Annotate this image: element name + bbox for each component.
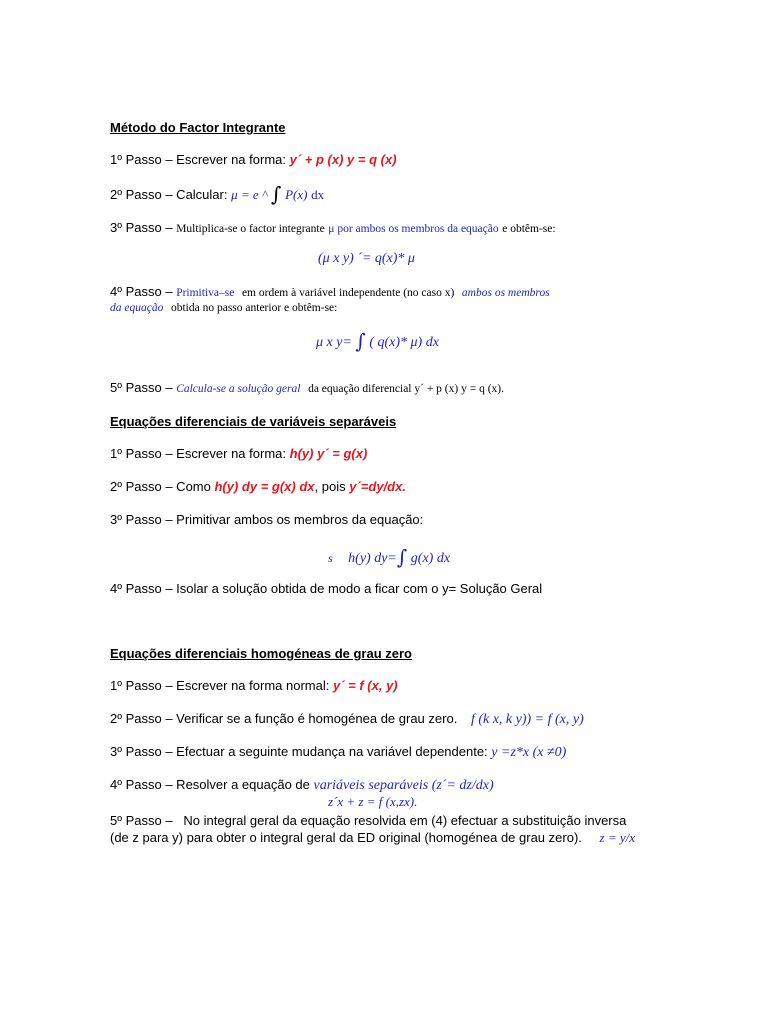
s2-step-2-connector: , pois xyxy=(314,479,346,494)
s1-step-4-text-4: da equação xyxy=(110,302,164,314)
s3-step-5-text: No integral geral da equação resolvida em (4) efectuar a substituição inversa (de z para y) para obter o integral geral da ED original (homogénea de grau zero). xyxy=(110,813,627,845)
s2-step-1 xyxy=(110,446,367,462)
s1-step-4-text-5: obtida no passo anterior e obtêm-se: xyxy=(170,302,338,314)
s3-step-5-equation: z = y/x xyxy=(599,830,635,845)
s1-step-1-label: 1º Passo – Escrever na forma: xyxy=(110,152,286,167)
s2-step-2-label: 2º Passo – Como xyxy=(110,479,211,494)
s2-step-3-equation xyxy=(328,545,450,569)
s2-step-3: 3º Passo – Primitivar ambos os membros da equação: xyxy=(110,512,424,527)
s3-step-5-label: 5º Passo – xyxy=(110,813,173,828)
s1-step-3-text-2: μ por ambos os membros da equação xyxy=(328,223,499,235)
s3-step-3-equation: y =z*x (x ≠0) xyxy=(491,745,567,760)
s1-step-3-label: 3º Passo – xyxy=(110,220,173,235)
s2-step-2 xyxy=(110,479,406,495)
s3-step-4 xyxy=(110,777,494,794)
s2-step-1-label: 1º Passo – Escrever na forma: xyxy=(110,446,286,461)
s3-step-3-label: 3º Passo – Efectuar a seguinte mudança na variável dependente: xyxy=(110,744,488,759)
integral-sign: ∫ xyxy=(271,182,282,206)
s3-step-1-equation: y´ = f (x, y) xyxy=(332,678,398,693)
s1-step-1-equation: y´ + p (x) y = q (x) xyxy=(289,152,397,167)
heading-variaveis-separaveis: Equações diferenciais de variáveis separáveis xyxy=(110,414,397,429)
s3-step-2 xyxy=(110,711,584,728)
s3-step-2-label: 2º Passo – Verificar se a função é homogénea de grau zero. xyxy=(110,711,458,726)
s1-step-3 xyxy=(110,220,556,237)
s1-step-2-eq-dx: dx xyxy=(311,187,325,202)
s3-step-4-equation: variáveis separáveis (z´= dz/dx) xyxy=(313,778,494,793)
s1-step-4-text-2: em ordem à variável independente (no caso x) xyxy=(241,287,455,299)
s2-step-3-eq-left: h(y) dy= xyxy=(348,551,397,566)
s2-step-2-equation-2: y´=dy/dx. xyxy=(349,479,406,494)
integral-sign: ∫ xyxy=(355,329,366,353)
s2-step-2-equation: h(y) dy = g(x) dx xyxy=(214,479,315,494)
s3-step-4-label: 4º Passo – Resolver a equação de xyxy=(110,777,310,792)
s1-step-4-eq-right: ( q(x)* μ) dx xyxy=(369,335,439,350)
s3-step-3 xyxy=(110,744,566,761)
heading-homogeneas: Equações diferenciais homogéneas de grau zero xyxy=(110,646,412,661)
s1-step-5-text-1: Calcula-se a solução geral xyxy=(176,383,301,395)
s3-step-4-equation-2: z´x + z = f (x,zx). xyxy=(328,794,418,809)
s2-step-3-eq-symbol: s xyxy=(328,551,333,565)
s3-step-5 xyxy=(110,812,640,846)
s1-step-4-label: 4º Passo – xyxy=(110,284,173,299)
s1-step-3-equation: (μ x y) ´= q(x)* μ xyxy=(318,251,415,266)
s1-step-5 xyxy=(110,380,504,397)
s1-step-2-eq-mu: μ = e ^ xyxy=(231,187,268,202)
s1-step-5-label: 5º Passo – xyxy=(110,380,173,395)
s1-step-4-equation xyxy=(316,329,439,353)
s2-step-3-eq-right: g(x) dx xyxy=(410,551,451,566)
s1-step-4-eq-left: μ x y= xyxy=(316,335,352,350)
s3-step-1 xyxy=(110,678,398,694)
heading-factor-integrante: Método do Factor Integrante xyxy=(110,120,286,135)
s1-step-1 xyxy=(110,152,397,168)
s1-step-2 xyxy=(110,182,325,206)
s1-step-4-text-1: Primitiva–se xyxy=(176,287,235,299)
s1-step-3-text-1: Multiplica-se o factor integrante xyxy=(176,223,325,235)
s1-step-3-text-3: e obtêm-se: xyxy=(502,223,556,235)
s1-step-2-eq-px: P(x) xyxy=(285,187,308,202)
s1-step-5-text-2: da equação diferencial y´ + p (x) y = q (x). xyxy=(308,383,504,395)
s1-step-4-line-2 xyxy=(110,299,337,316)
s3-step-2-equation: f (k x, k y)) = f (x, y) xyxy=(470,712,584,727)
s2-step-4: 4º Passo – Isolar a solução obtida de modo a ficar com o y= Solução Geral xyxy=(110,581,543,596)
s2-step-1-equation: h(y) y´ = g(x) xyxy=(289,446,368,461)
s3-step-1-label: 1º Passo – Escrever na forma normal: xyxy=(110,678,330,693)
s1-step-2-label: 2º Passo – Calcular: xyxy=(110,187,228,202)
integral-sign: ∫ xyxy=(396,545,408,569)
s1-step-4-text-3: ambos os membros xyxy=(461,287,550,299)
